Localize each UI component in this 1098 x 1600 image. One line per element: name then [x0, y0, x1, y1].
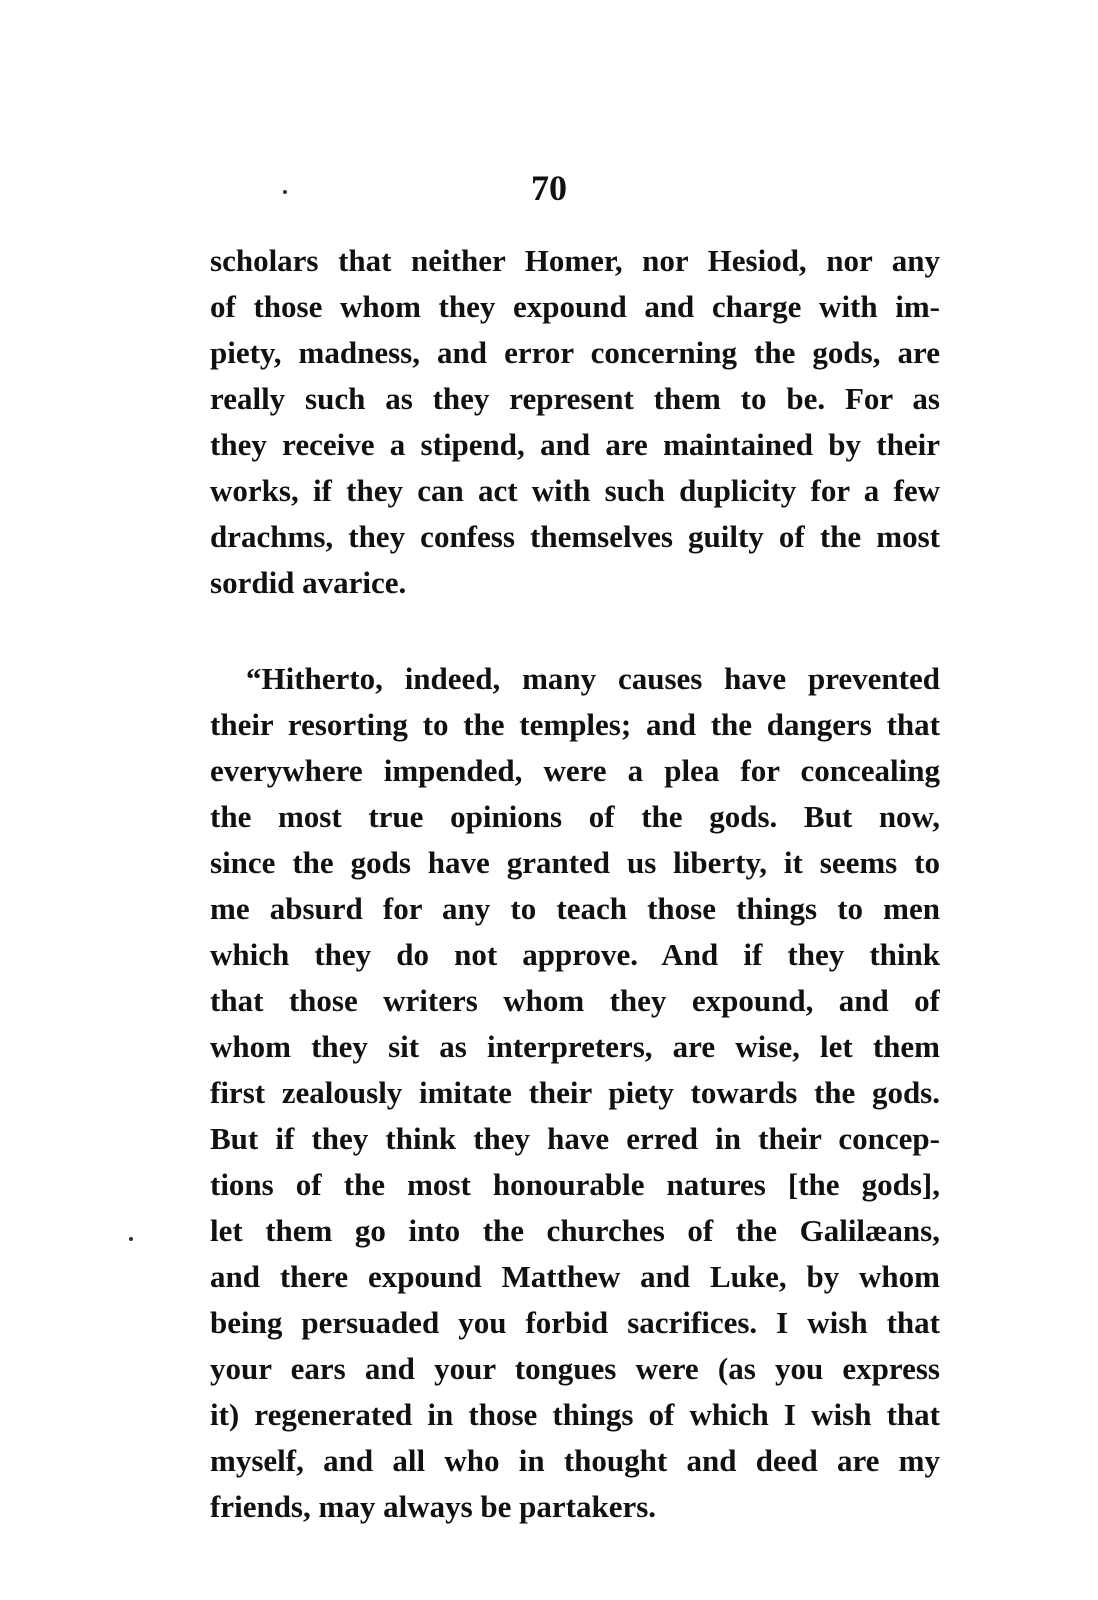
text-line: But if they think they have erred in their concep-: [210, 1121, 940, 1156]
text-line: myself, and all who in thought and deed are my: [210, 1443, 940, 1478]
text-line: of those whom they expound and charge with im-: [210, 289, 940, 324]
text-line: that those writers whom they expound, and of: [210, 983, 940, 1018]
text-line: and there expound Matthew and Luke, by whom: [210, 1259, 940, 1294]
text-line: which they do not approve. And if they think: [210, 937, 940, 972]
text-line: whom they sit as interpreters, are wise, let them: [210, 1029, 940, 1064]
page-number: 70: [531, 168, 567, 208]
text-line: “Hitherto, indeed, many causes have prevented: [246, 661, 940, 696]
text-line: scholars that neither Homer, nor Hesiod, nor any: [210, 243, 940, 278]
text-line: piety, madness, and error concerning the gods, are: [210, 335, 940, 370]
text-line: it) regenerated in those things of which I wish that: [210, 1397, 940, 1432]
text-line: they receive a stipend, and are maintained by their: [210, 427, 940, 462]
paragraph-2: [210, 656, 940, 1530]
text-line: being persuaded you forbid sacrifices. I wish that: [210, 1305, 940, 1340]
text-line: everywhere impended, were a plea for concealing: [210, 753, 940, 788]
text-line: since the gods have granted us liberty, it seems to: [210, 845, 940, 880]
print-speck: [283, 190, 287, 194]
text-line: their resorting to the temples; and the dangers that: [210, 707, 940, 742]
text-line: sordid avarice.: [210, 565, 407, 600]
text-line: first zealously imitate their piety towards the gods.: [210, 1075, 940, 1110]
text-line: works, if they can act with such duplicity for a few: [210, 473, 940, 508]
text-line: me absurd for any to teach those things to men: [210, 891, 940, 926]
text-line: really such as they represent them to be. For as: [210, 381, 940, 416]
print-speck: [129, 1237, 133, 1241]
text-line: the most true opinions of the gods. But now,: [210, 799, 940, 834]
paragraph-1: [210, 238, 940, 606]
text-line: friends, may always be partakers.: [210, 1489, 657, 1524]
text-line: your ears and your tongues were (as you express: [210, 1351, 940, 1386]
text-line: tions of the most honourable natures [the gods],: [210, 1167, 940, 1202]
text-line: let them go into the churches of the Galilæans,: [210, 1213, 940, 1248]
text-line: drachms, they confess themselves guilty of the most: [210, 519, 940, 554]
